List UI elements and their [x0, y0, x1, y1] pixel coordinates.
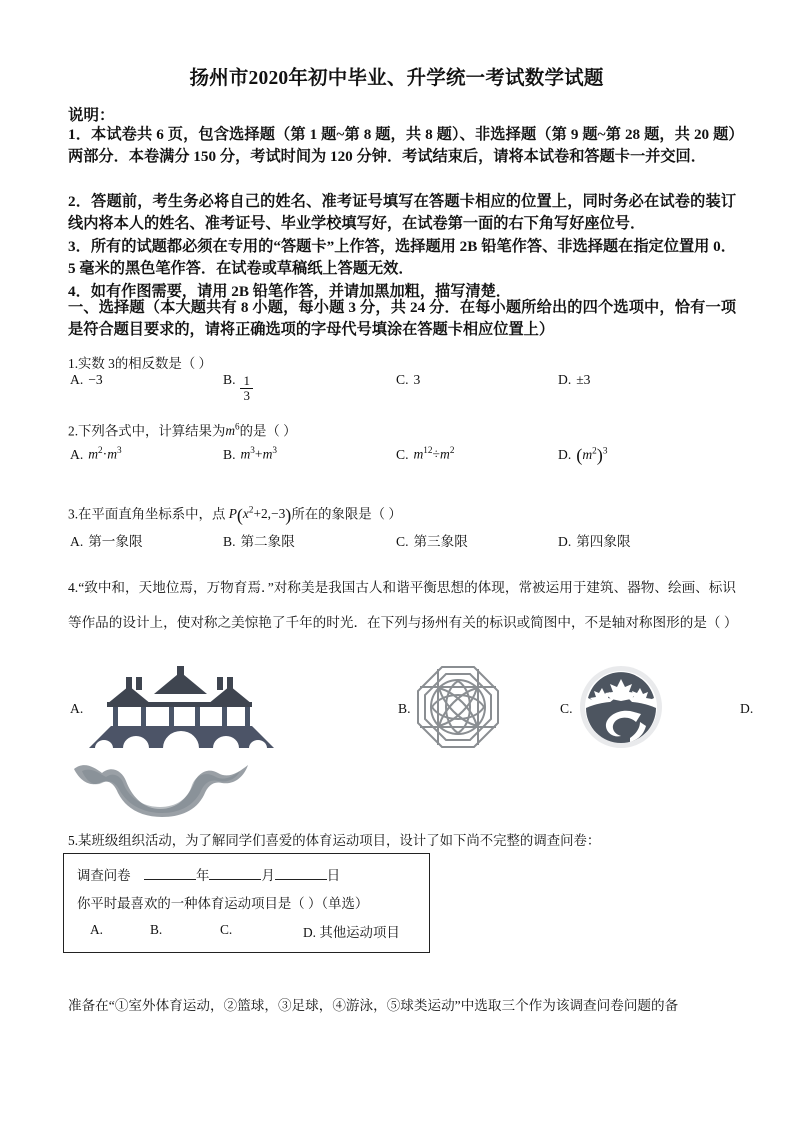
question-4-number: 4.	[68, 580, 79, 595]
option-1-d-label: D.	[558, 372, 572, 387]
option-4-b[interactable]	[398, 663, 500, 755]
option-2-c-value: $m^{12}\div m^2$	[413, 445, 455, 462]
question-2-text-prefix: 下列各式中，计算结果为	[78, 423, 226, 439]
question-4-text: “致中和，天地位焉，万物育焉．”对称美是我国古人和谐平衡思想的体现，常被运用于建筑、器物、绘画、标识等作品的设计上，使对称之美惊艳了千年的时光．在下列与扬州有关的标识或简图中，不是轴对称图形的是（ ）	[68, 580, 738, 630]
option-2-a-value: $m^2\cdot m^3$	[88, 445, 122, 462]
option-4-d[interactable]	[740, 663, 759, 755]
option-2-d-value: $(m^2)^3$	[576, 445, 608, 465]
question-2-math: $m^6$	[225, 422, 240, 439]
question-1-options	[68, 372, 736, 406]
option-3-d-value: 第四象限	[576, 534, 631, 549]
option-1-c[interactable]	[396, 372, 420, 388]
question-5-number: 5.	[68, 833, 79, 848]
survey-option-c[interactable]: C.	[220, 922, 233, 937]
survey-month-blank[interactable]	[209, 866, 261, 880]
survey-month-unit: 月	[261, 868, 275, 883]
option-4-b-label: B.	[398, 701, 411, 716]
note-item-3: 3．所有的试题都必须在专用的“答题卡”上作答，选择题用 2B 铅笔作答、非选择题在指定位置用 0．5 毫米的黑色笔作答．在试卷或草稿纸上答题无效．	[68, 238, 736, 278]
option-4-a[interactable]	[70, 663, 274, 755]
option-3-c[interactable]	[396, 530, 468, 550]
question-1-stem	[68, 353, 736, 374]
option-3-b-label: B.	[223, 534, 236, 549]
fraction-one-third	[240, 374, 253, 403]
option-1-b[interactable]	[223, 372, 253, 402]
note-item-2: 2．答题前，考生务必将自己的姓名、准考证号填写在答题卡相应的位置上，同时务必在试卷的装订线内将本人的姓名、准考证号、毕业学校填写好，在试卷第一面的右下角写好座位号．	[68, 193, 736, 233]
option-2-c-label: C.	[396, 446, 409, 462]
option-1-c-label: C.	[396, 372, 409, 387]
option-2-c[interactable]	[396, 445, 454, 463]
option-4-d-label: D.	[740, 701, 754, 716]
option-2-d[interactable]	[558, 445, 608, 466]
question-3-options	[68, 530, 736, 564]
option-3-b-value: 第二象限	[240, 534, 295, 549]
option-4-a-label: A.	[70, 701, 84, 716]
option-2-a[interactable]	[70, 445, 122, 463]
option-3-a[interactable]	[70, 530, 143, 550]
option-2-a-label: A.	[70, 446, 84, 462]
option-3-b[interactable]	[223, 530, 295, 550]
question-3-text-prefix: 在平面直角坐标系中，点	[78, 506, 226, 522]
option-1-a-label: A.	[70, 372, 84, 387]
question-4-figure-options	[68, 663, 754, 755]
question-2-text-suffix: 的是（ ）	[239, 423, 297, 439]
option-1-b-label: B.	[223, 372, 236, 387]
survey-title: 调查问卷	[77, 868, 131, 883]
question-3-math: $P(x^2+2,-3)$	[228, 504, 292, 525]
option-2-b-label: B.	[223, 446, 236, 462]
question-2-number: 2.	[68, 423, 79, 439]
option-3-d-label: D.	[558, 534, 572, 549]
option-3-a-value: 第一象限	[88, 534, 143, 549]
survey-year-unit: 年	[195, 868, 210, 883]
question-5-tail-text: 准备在“①室外体育运动，②篮球，③足球，④游泳，⑤球类运动”中选取三个作为该调查问卷问题的备	[68, 998, 679, 1013]
fraction-denominator: 3	[240, 388, 253, 403]
option-3-d[interactable]	[558, 530, 631, 550]
survey-question-text: 你平时最喜欢的一种体育运动项目是（ ）（单选）	[77, 896, 369, 911]
survey-option-d[interactable]	[303, 922, 400, 941]
survey-option-a[interactable]: A.	[90, 922, 104, 937]
yangzhou-city-emblem-icon	[578, 664, 664, 755]
question-2-options	[68, 445, 736, 479]
option-1-d[interactable]	[558, 372, 590, 388]
survey-day-unit: 日	[326, 868, 341, 883]
option-1-c-value: 3	[413, 372, 421, 387]
option-3-a-label: A.	[70, 534, 84, 549]
question-3-number: 3.	[68, 506, 79, 522]
option-2-d-label: D.	[558, 446, 572, 462]
notes-label: 说明：	[68, 107, 115, 124]
option-1-a-value: −3	[88, 372, 103, 387]
wavy-jade-ribbon-icon	[68, 804, 258, 821]
question-4-option-d-figure	[68, 757, 736, 819]
survey-year-blank[interactable]	[144, 866, 196, 880]
fraction-numerator: 1	[243, 373, 250, 388]
option-4-c[interactable]	[560, 663, 664, 755]
survey-title-line	[77, 865, 340, 884]
question-1-number: 1.	[68, 356, 79, 371]
question-3-stem	[68, 500, 736, 526]
octagonal-lattice-window-icon	[416, 665, 500, 754]
note-item-1: 1．本试卷共 6 页，包含选择题（第 1 题~第 8 题，共 8 题）、非选择题（第 9 题~第 28 题，共 20 题）两部分．本卷满分 150 分，考试时间为 120 分钟．考试结束后，请将本试卷和答题卡一并交回．	[68, 126, 736, 166]
option-2-b[interactable]	[223, 445, 277, 463]
survey-option-b[interactable]: B.	[150, 922, 163, 937]
page-title: 扬州市2020年初中毕业、升学统一考试数学试题	[189, 68, 604, 89]
option-1-a[interactable]	[70, 372, 103, 388]
question-5-text: 某班级组织活动，为了解同学们喜爱的体育运动项目，设计了如下尚不完整的调查问卷：	[78, 833, 601, 848]
question-5-stem	[68, 830, 736, 851]
survey-option-d-label: D.	[303, 925, 317, 940]
question-4-stem	[68, 570, 736, 640]
question-2-stem	[68, 417, 736, 441]
option-3-c-label: C.	[396, 534, 409, 549]
option-2-b-value: $m^3+m^3$	[240, 445, 278, 462]
note-item-4: 4．如有作图需要，请用 2B 铅笔作答，并请加黑加粗，描写清楚．	[68, 283, 511, 300]
section-heading-choice: 一、选择题（本大题共有 8 小题，每小题 3 分，共 24 分．在每小题所给出的四个选项中，恰有一项是符合题目要求的，请将正确选项的字母代号填涂在答题卡相应位置上）	[68, 299, 736, 339]
survey-day-blank[interactable]	[275, 866, 327, 880]
option-3-c-value: 第三象限	[413, 534, 468, 549]
five-pavilion-bridge-icon	[89, 664, 274, 755]
option-4-c-label: C.	[560, 701, 573, 716]
question-3-text-suffix: 所在的象限是（ ）	[291, 506, 402, 522]
question-1-text: 实数 3的相反数是（ ）	[78, 356, 212, 371]
option-1-d-value: ±3	[576, 372, 591, 387]
survey-option-d-text: 其他运动项目	[319, 925, 400, 940]
survey-questionnaire-box	[63, 853, 430, 953]
